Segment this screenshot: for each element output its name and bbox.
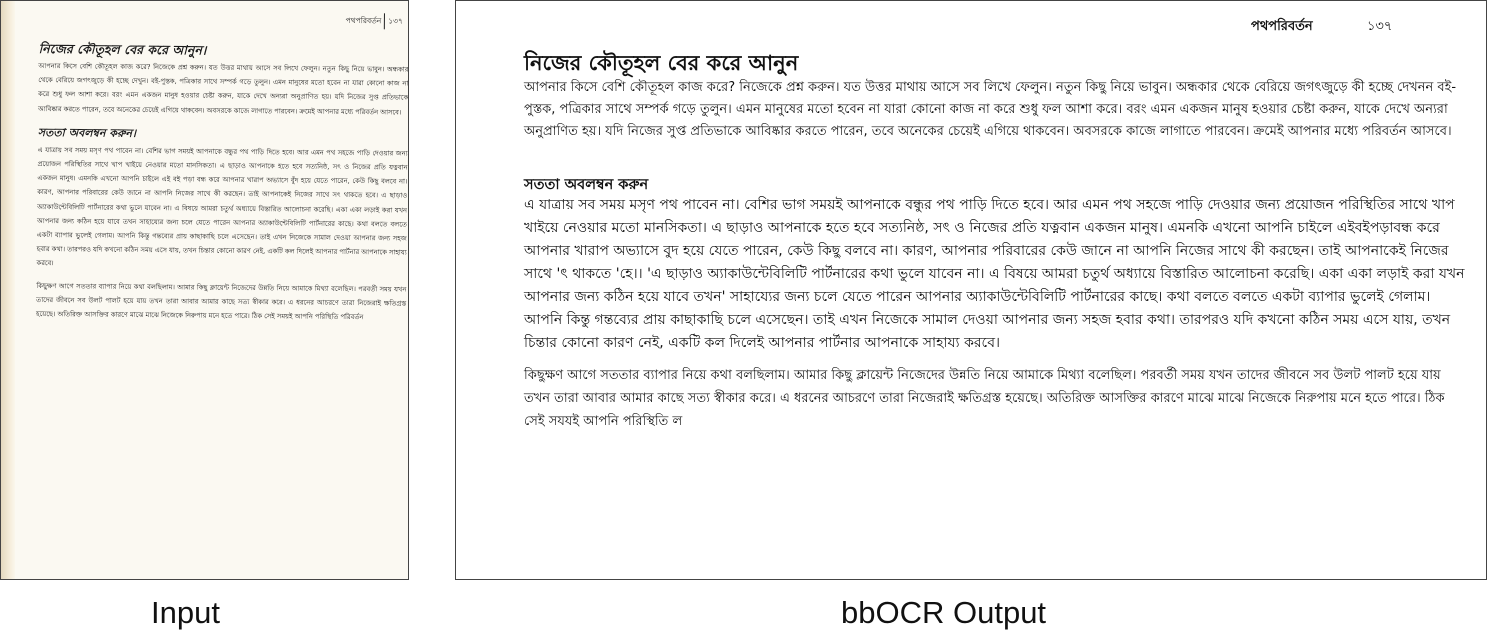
scan-paragraph-3: কিছুক্ষণ আগে সততার ব্যাপার নিয়ে কথা বলছিলাম। আমার কিছু ক্লায়েন্ট নিজেদের উন্নতি নিয়ে আমাকে মিথ্যা বলেছিল। পরবর্তী সময় যখন তাদের জীবনে সব উলট পালট হয়ে যায় তখন তারা আবার আমার কাছে সত্য স্বীকার করে। এ ধরনের আচরণে তারা নিজেরাই ক্ষতিগ্রস্ত হয়েছে। অতিরিক্ত আসক্তির কারণে মাঝে মাঝে নিজেকে নিরুপায় মনে হতে পারে। ঠিক সেই সময়ই আপনি পরিস্থিতি পরিবর্তন [36, 281, 407, 322]
ocr-header-title: পথপরিবর্তন [1251, 19, 1313, 34]
ocr-body [524, 51, 1469, 433]
ocr-running-header [455, 14, 1486, 38]
ocr-heading-curiosity: নিজের কৌতূহল বের করে আনুন [524, 51, 799, 75]
caption-input: Input [151, 595, 220, 630]
header-divider [384, 13, 385, 29]
ocr-paragraph-1: আপনার কিসে বেশি কৌতূহল কাজ করে? নিজেকে প্রশ্ন করুন। যত উত্তর মাথায় আসে সব লিখে ফেলুন। নতুন কিছু নিয়ে ভাবুন। অন্ধকার থেকে বেরিয়ে জগৎজুড়ে কী হচ্ছে দেখনন বই-পুস্তক, পত্রিকার সাথে সম্পর্ক গড়ে তুলুন। এমন মানুষের মতো হবেন না যারা কোনো কাজ না করে শুধু ফল আশা করে। বরং এমন একজন মানুষ হওয়ার চেষ্টা করুন, যাকে দেখে অন্যরা অনুপ্রাণিত হয়। যদি নিজের সুপ্ত প্রতিভাকে আবিষ্কার করতে পারেন, তবে অনেকের চেয়েই এগিয়ে থাকবেন। অবসরকে কাজে লাগাতে পারবেন। ক্রমেই আপনার মধ্যে পরিবর্তন আসবে। [524, 80, 1457, 139]
scan-paragraph-2: এ যাত্রায় সব সময় মসৃণ পথ পাবেন না। বেশির ভাগ সময়ই আপনাকে বন্ধুর পথ পাড়ি দিতে হবে। আর এমন পথ সহজে পাড়ি দেওয়ার জন্য প্রয়োজন পরিস্থিতির সাথে খাপ খাইয়ে নেওয়ার মতো মানসিকতা। এ ছাড়াও আপনাকে হতে হবে সত্যনিষ্ঠ, সৎ ও নিজের প্রতি যত্নবান একজন মানুষ। এমনকি এখনো আপনি চাইলে এই বই পড়া বন্ধ করে আপনার খারাপ অভ্যাসে বুঁদ হয়ে যেতে পারেন, কেউ কিছু বলবে না। কারণ, আপনার পরিবারের কেউ জানে না আপনি নিজের সাথে কী করছেন। তাই আপনাকেই নিজের সাথে সৎ থাকতে হবে। এ ছাড়াও অ্যাকাউন্টেবিলিটি পার্টনারের কথা ভুলে যাবেন না। এ বিষয়ে আমরা চতুর্থ অধ্যায়ে বিস্তারিত আলোচনা করেছি। একা একা লড়াই করা যখন আপনার জন্য কঠিন হয়ে যাবে তখন সাহায্যের জন্য চলে যেতে পারেন আপনার অ্যাকাউন্টেবিলিটি পার্টনারের কাছে। কথা বলতে বলতে একটা ব্যাপার ভুলেই গেলাম। আপনি কিন্তু গন্তব্যের প্রায় কাছাকাছি চলে এসেছেন। তাই এখন নিজেকে সামাল দেওয়া আপনার জন্য সহজ হবার কথা। তারপরও যদি কখনো কঠিন সময় এসে যায়, তখন চিন্তার কোনো কারণ নেই, একটি কল দিলেই আপনার পার্টনার আপনাকে সাহায্য করবে। [36, 145, 408, 268]
scan-page-number: ১৩৭ [388, 16, 403, 26]
ocr-page-number: ১৩৭ [1367, 19, 1393, 34]
scan-heading-honesty: সততা অবলম্বন করুন। [37, 125, 137, 140]
ocr-output-panel [455, 0, 1487, 580]
scan-heading-curiosity: নিজের কৌতূহল বের করে আনুন। [38, 40, 207, 58]
caption-ocr-output: bbOCR Output [841, 595, 1047, 630]
scan-paragraph-1: আপনার কিসে বেশি কৌতূহল কাজ করে? নিজেকে প্রশ্ন করুন। যত উত্তর মাথায় আসে সব লিখে ফেলুন। নতুন কিছু নিয়ে ভাবুন। অন্ধকার থেকে বেরিয়ে জগৎজুড়ে কী হচ্ছে দেখুন। বই-পুস্তক, পত্রিকার সাথে সম্পর্ক গড়ে তুলুন। এমন মানুষের মতো হবেন না যারা কোনো কাজ না করে শুধু ফল আশা করে। বরং এমন একজন মানুষ হওয়ার চেষ্টা করুন, যাকে দেখে অন্যরা অনুপ্রাণিত হয়। যদি নিজের সুপ্ত প্রতিভাকে আবিষ্কার করতে পারেন, তবে অনেকের চেয়েই এগিয়ে থাকবেন। অবসরকে কাজে লাগাতে পারবেন। ক্রমেই আপনার মধ্যে পরিবর্তন আসবে। [38, 61, 409, 117]
ocr-heading-honesty: সততা অবলম্বন করুন [524, 177, 649, 193]
ocr-paragraph-3: কিছুক্ষণ আগে সততার ব্যাপার নিয়ে কথা বলছিলাম। আমার কিছু ক্লায়েন্ট নিজেদের উন্নতি নিয়ে আমাকে মিথ্যা বলেছিল। পরবর্তী সময় যখন তাদের জীবনে সব উলট পালট হয়ে যায় তখন তারা আবার আমার কাছে সত্য স্বীকার করে। এ ধরনের আচরণে তারা নিজেরাই ক্ষতিগ্রস্ত হয়েছে। অতিরিক্ত আসক্তির কারণে মাঝে মাঝে নিজেকে নিরুপায় মনে হতে পারে। ঠিক সেই সযযই আপনি পরিস্থিতি ল [524, 368, 1445, 429]
page-edge-shadow [1, 1, 15, 579]
scan-header-title: পথপরিবর্তন [345, 15, 382, 26]
scan-running-header [39, 9, 409, 31]
input-scan-panel [0, 0, 409, 580]
scan-content [36, 9, 409, 325]
ocr-paragraph-2: এ যাত্রায় সব সময় মসৃণ পথ পাবেন না। বেশির ভাগ সময়ই আপনাকে বন্ধুর পথ পাড়ি দিতে হবে। আর এমন পথ সহজে পাড়ি দেওয়ার জন্য প্রয়োজন পরিস্থিতির সাথে খাপ খাইয়ে নেওয়ার মতো মানসিকতা। এ ছাড়াও আপনাকে হতে হবে সত্যনিষ্ঠ, সৎ ও নিজের প্রতি যত্নবান একজন মানুষ। এমনকি এখনো আপনি চাইলে এইবইপড়াবন্ধ করে আপনার খারাপ অভ্যাসে বুদ হয়ে যেতে পারেন, কেউ কিছু বলবে না। কারণ, আপনার পরিবারের কেউ জানে না আপনি নিজের সাথে কী করছেন। তাই আপনাকেই নিজের সাথে 'ৎ থাকতে 'হে।। 'এ ছাড়াও অ্যাকাউন্টেবিলিটি পার্টনারের কথা ভুলে যাবেন না। এ বিষয়ে আমরা চতুর্থ অধ্যায়ে বিস্তারিত আলোচনা করেছি। একা একা লড়াই করা যখন আপনার জন্য কঠিন হয়ে যাবে তখন' সাহায্যের জন্য চলে যেতে পারেন আপনার অ্যাকাউন্টেবিলিটি পার্টনারের কাছে। কথা বলতে বলতে একটা ব্যাপার ভুলেই গেলাম। আপনি কিন্তু গন্তব্যের প্রায় কাছাকাছি চলে এসেছেন। তাই এখন নিজেকে সামাল দেওয়া আপনার জন্য সহজ হবার কথা। তারপরও যদি কখনো কঠিন সময় এসে যায়, তখন চিন্তার কোনো কারণ নেই, একটি কল দিলেই আপনার পার্টনার আপনাকে সাহায্য করবে। [524, 197, 1465, 351]
